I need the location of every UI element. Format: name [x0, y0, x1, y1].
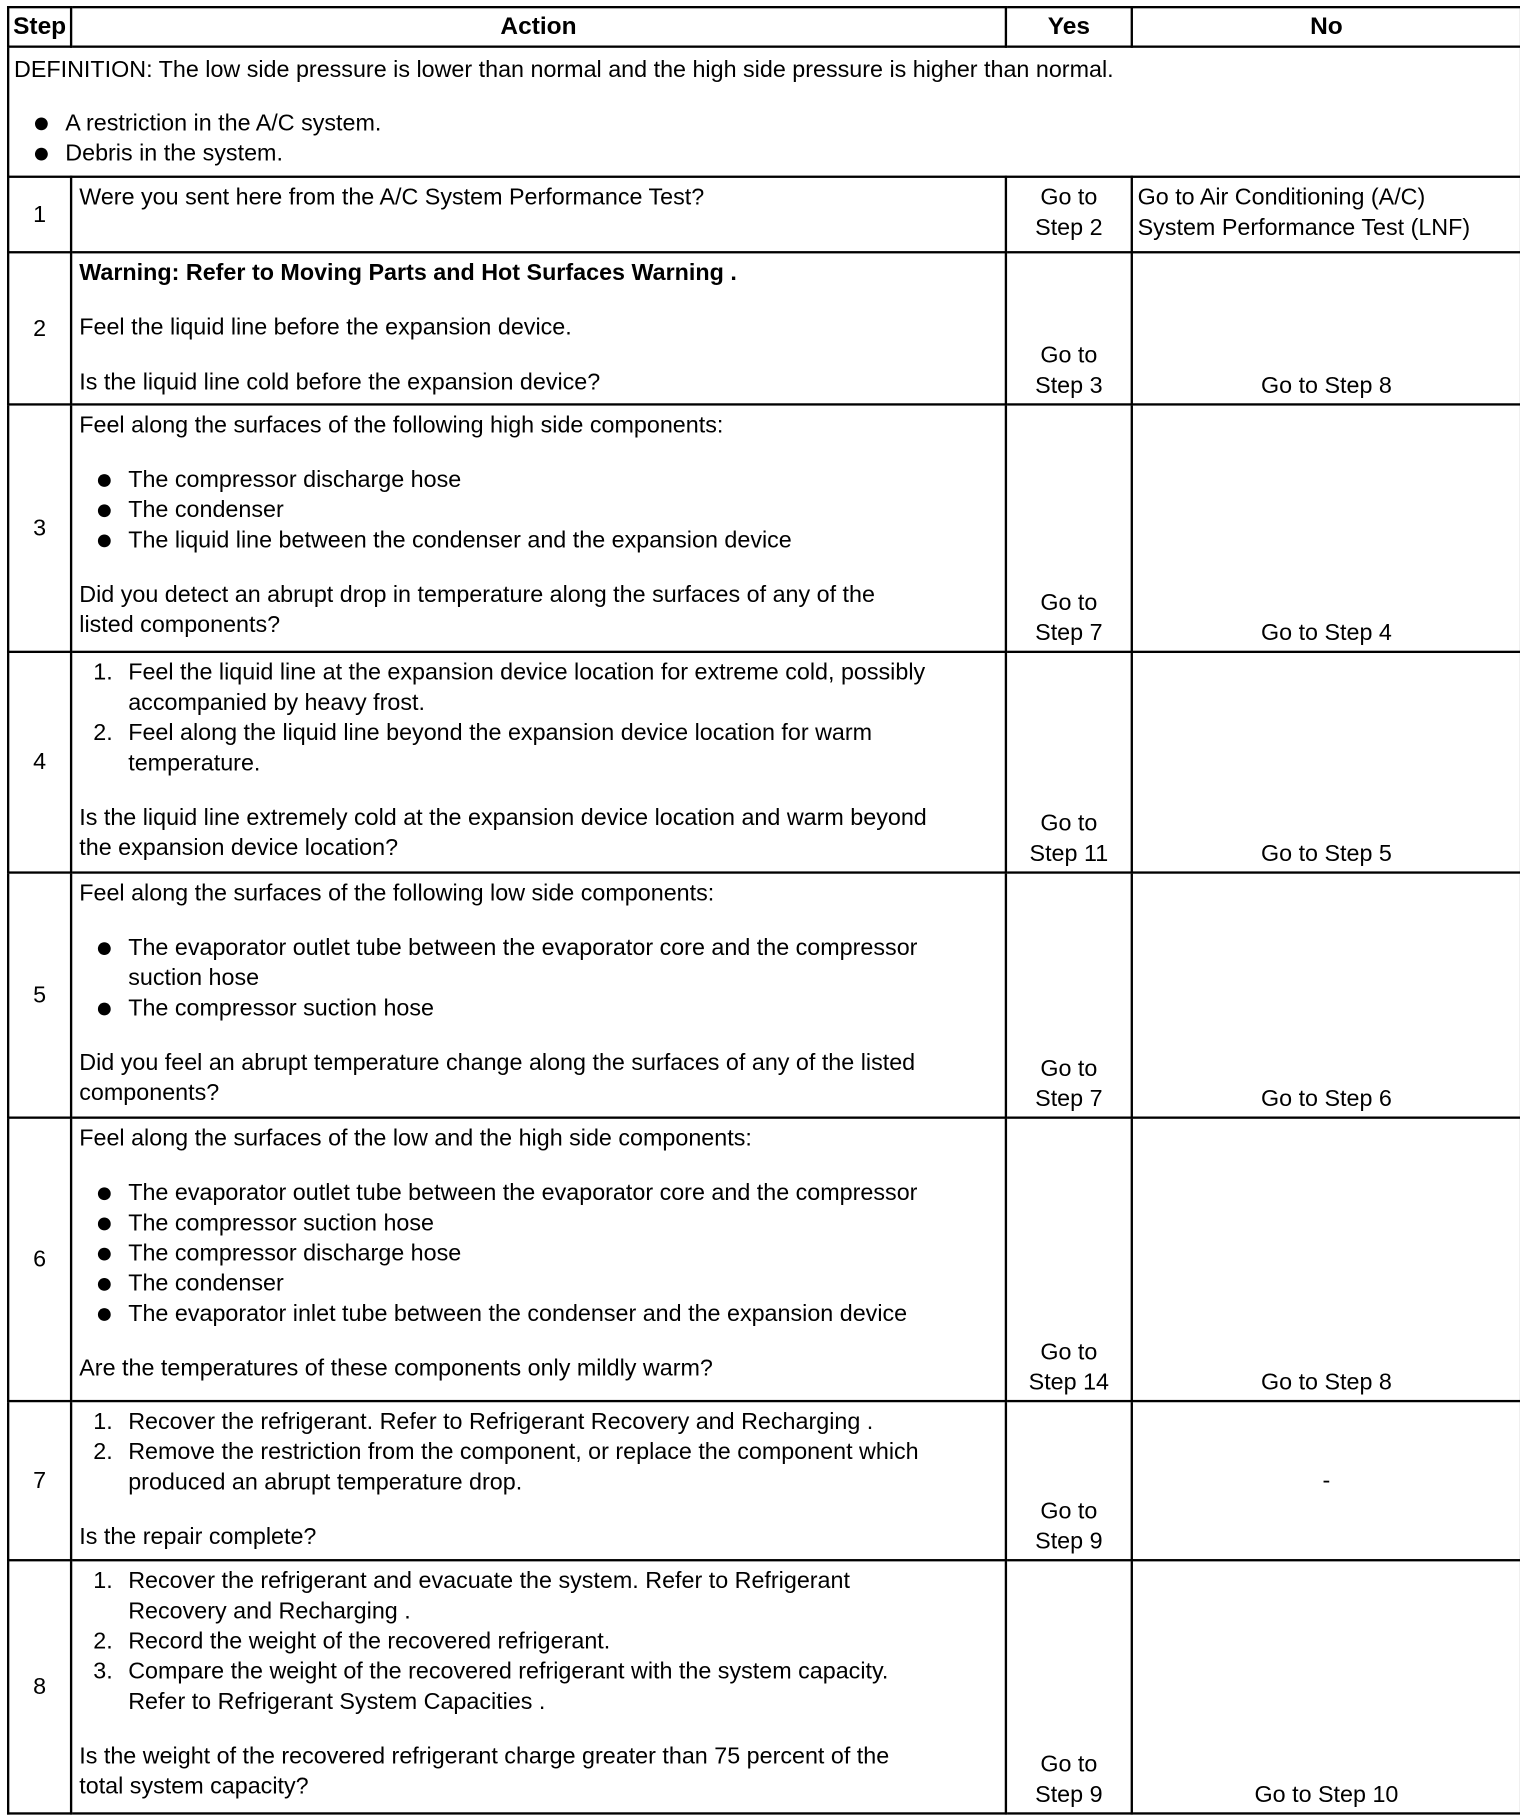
diagnostic-table — [7, 6, 1520, 1815]
yes-line: Step 7 — [1035, 1086, 1103, 1112]
yes-line: Go to — [1040, 810, 1098, 837]
item-line: Compare the weight of the recovered refrigerant with the system capacity. — [128, 1658, 889, 1685]
action-cell — [71, 1118, 1006, 1401]
item-number: 2. — [93, 1628, 113, 1655]
yes-line: Go to — [1040, 1339, 1098, 1366]
yes-cell — [1006, 1560, 1132, 1813]
table-row — [8, 652, 1520, 873]
yes-line: Step 2 — [1035, 215, 1103, 241]
yes-line: Step 9 — [1035, 1528, 1103, 1555]
item-line: Remove the restriction from the component, or replace the component which — [128, 1439, 919, 1465]
item-line: temperature. — [128, 750, 261, 777]
table-row — [8, 177, 1520, 253]
step-number: 8 — [8, 1560, 71, 1813]
yes-line: Go to — [1040, 590, 1098, 616]
action-cell — [71, 252, 1006, 404]
definition-cell — [8, 47, 1520, 177]
header-row — [8, 7, 1520, 46]
action-cell — [71, 873, 1006, 1118]
action-cell — [71, 177, 1006, 253]
item-line: Recover the refrigerant. Refer to Refrigerant Recovery and Recharging . — [128, 1409, 874, 1435]
yes-line: Go to — [1040, 1056, 1098, 1082]
step-number: 1 — [8, 177, 71, 253]
no-cell: Go to Step 5 — [1132, 652, 1520, 873]
action-question — [79, 1048, 997, 1108]
yes-line: Step 11 — [1029, 841, 1109, 867]
list-item — [79, 1437, 997, 1497]
question-line: total system capacity? — [79, 1773, 309, 1800]
header-action: Action — [71, 7, 1006, 46]
item-line: Refer to Refrigerant System Capacities . — [128, 1689, 546, 1715]
yes-line: Go to — [1040, 1498, 1098, 1525]
action-intro: Feel along the surfaces of the following high side components: — [79, 412, 724, 439]
action-question: Is the repair complete? — [79, 1524, 317, 1550]
header-no: No — [1132, 7, 1520, 46]
no-cell: Go to Step 4 — [1132, 404, 1520, 651]
item-number: 3. — [93, 1658, 113, 1685]
yes-line: Step 7 — [1035, 620, 1103, 647]
yes-line: Go to — [1040, 1751, 1098, 1778]
table-row — [8, 1401, 1520, 1560]
table-row — [8, 1118, 1520, 1401]
item-line: Recovery and Recharging . — [128, 1598, 411, 1625]
table-row — [8, 404, 1520, 651]
definition-text: DEFINITION: The low side pressure is lower than normal and the high side pressure is higher than normal. — [13, 57, 1114, 83]
list-item: The compressor discharge hose — [79, 465, 997, 495]
list-item — [79, 1657, 997, 1717]
list-item: The evaporator outlet tube between the evaporator core and the compressor — [79, 1178, 997, 1208]
document-scaler — [0, 6, 1520, 1815]
step-number: 4 — [8, 652, 71, 873]
header-step: Step — [8, 7, 71, 46]
no-cell: Go to Step 8 — [1132, 1118, 1520, 1401]
yes-line: Step 9 — [1035, 1782, 1103, 1808]
item-number: 1. — [93, 659, 113, 686]
warning-text: Warning: Refer to Moving Parts and Hot Surfaces Warning . — [79, 260, 737, 286]
action-intro: Feel the liquid line before the expansion device. — [79, 314, 572, 341]
no-line: Go to Air Conditioning (A/C) — [1137, 184, 1426, 211]
action-intro: Feel along the surfaces of the following low side components: — [79, 880, 715, 907]
yes-line: Go to — [1040, 342, 1098, 369]
yes-cell — [1006, 404, 1132, 651]
yes-cell — [1006, 1118, 1132, 1401]
table-row — [8, 1560, 1520, 1813]
action-question — [79, 1741, 997, 1801]
header-yes: Yes — [1006, 7, 1132, 46]
action-cell — [71, 404, 1006, 651]
step-number: 7 — [8, 1401, 71, 1560]
question-line: Is the liquid line extremely cold at the expansion device location and warm beyond — [79, 805, 927, 831]
list-item: The condenser — [79, 495, 997, 525]
component-list — [79, 465, 997, 556]
numbered-list — [79, 1566, 997, 1717]
question-line: Did you detect an abrupt drop in temperature along the surfaces of any of the — [79, 582, 875, 608]
definition-bullets — [14, 108, 1515, 168]
item-number: 2. — [93, 720, 113, 746]
yes-cell — [1006, 1401, 1132, 1560]
list-item — [79, 718, 997, 778]
item-line: suction hose — [128, 965, 260, 992]
item-line: Feel along the liquid line beyond the expansion device location for warm — [128, 720, 873, 746]
yes-line: Step 3 — [1035, 373, 1103, 399]
action-intro: Feel along the surfaces of the low and the high side components: — [79, 1125, 752, 1152]
numbered-list — [79, 658, 997, 779]
item-number: 2. — [93, 1439, 113, 1465]
list-item — [79, 993, 997, 1023]
no-cell: Go to Step 10 — [1132, 1560, 1520, 1813]
item-line: accompanied by heavy frost. — [128, 690, 425, 716]
yes-cell — [1006, 252, 1132, 404]
item-number: 1. — [93, 1568, 113, 1594]
list-item — [79, 1407, 997, 1437]
component-list — [79, 1178, 997, 1329]
action-cell — [71, 1401, 1006, 1560]
action-cell — [71, 652, 1006, 873]
action-question: Is the liquid line cold before the expansion device? — [79, 369, 601, 396]
list-item: The liquid line between the condenser and the expansion device — [79, 525, 997, 555]
component-list — [79, 933, 997, 1024]
action-question — [79, 803, 997, 863]
no-cell: Go to Step 6 — [1132, 873, 1520, 1118]
definition-row — [8, 47, 1520, 177]
no-cell: Go to Step 8 — [1132, 252, 1520, 404]
step-number: 3 — [8, 404, 71, 651]
yes-line: Step 14 — [1028, 1369, 1110, 1396]
list-item — [79, 933, 997, 993]
question-line: Did you feel an abrupt temperature change along the surfaces of any of the listed — [79, 1050, 916, 1076]
definition-bullet: Debris in the system. — [14, 138, 1515, 168]
list-item — [79, 1566, 997, 1626]
item-line: Recover the refrigerant and evacuate the system. Refer to Refrigerant — [128, 1568, 850, 1594]
question-line: Is the weight of the recovered refrigerant charge greater than 75 percent of the — [79, 1743, 890, 1770]
action-question: Were you sent here from the A/C System Performance Test? — [79, 184, 705, 211]
table-row — [8, 873, 1520, 1118]
action-question: Are the temperatures of these components only mildly warm? — [79, 1355, 713, 1382]
list-item: The compressor suction hose — [79, 1208, 997, 1238]
action-question — [79, 580, 997, 640]
no-line: System Performance Test (LNF) — [1137, 215, 1471, 241]
numbered-list — [79, 1407, 997, 1498]
yes-cell — [1006, 652, 1132, 873]
yes-cell — [1006, 873, 1132, 1118]
item-line: produced an abrupt temperature drop. — [128, 1469, 523, 1496]
no-cell: - — [1132, 1401, 1520, 1560]
list-item — [79, 1626, 997, 1656]
step-number: 2 — [8, 252, 71, 404]
item-line: Record the weight of the recovered refrigerant. — [128, 1628, 611, 1655]
action-cell — [71, 1560, 1006, 1813]
list-item: The evaporator inlet tube between the condenser and the expansion device — [79, 1299, 997, 1329]
question-line: the expansion device location? — [79, 835, 399, 861]
item-line: Feel the liquid line at the expansion device location for extreme cold, possibly — [128, 659, 926, 686]
step-number: 5 — [8, 873, 71, 1118]
step-number: 6 — [8, 1118, 71, 1401]
list-item: The compressor discharge hose — [79, 1238, 997, 1268]
yes-line: Go to — [1040, 184, 1098, 211]
question-line: components? — [79, 1080, 220, 1107]
item-number: 1. — [93, 1409, 113, 1435]
question-line: listed components? — [79, 612, 281, 638]
item-line: The evaporator outlet tube between the evaporator core and the compressor — [128, 935, 918, 961]
no-cell — [1132, 177, 1520, 253]
list-item — [79, 658, 997, 718]
item-line: The compressor suction hose — [128, 995, 435, 1022]
definition-bullet: A restriction in the A/C system. — [14, 108, 1515, 138]
table-row — [8, 252, 1520, 404]
yes-cell — [1006, 177, 1132, 253]
list-item: The condenser — [79, 1269, 997, 1299]
